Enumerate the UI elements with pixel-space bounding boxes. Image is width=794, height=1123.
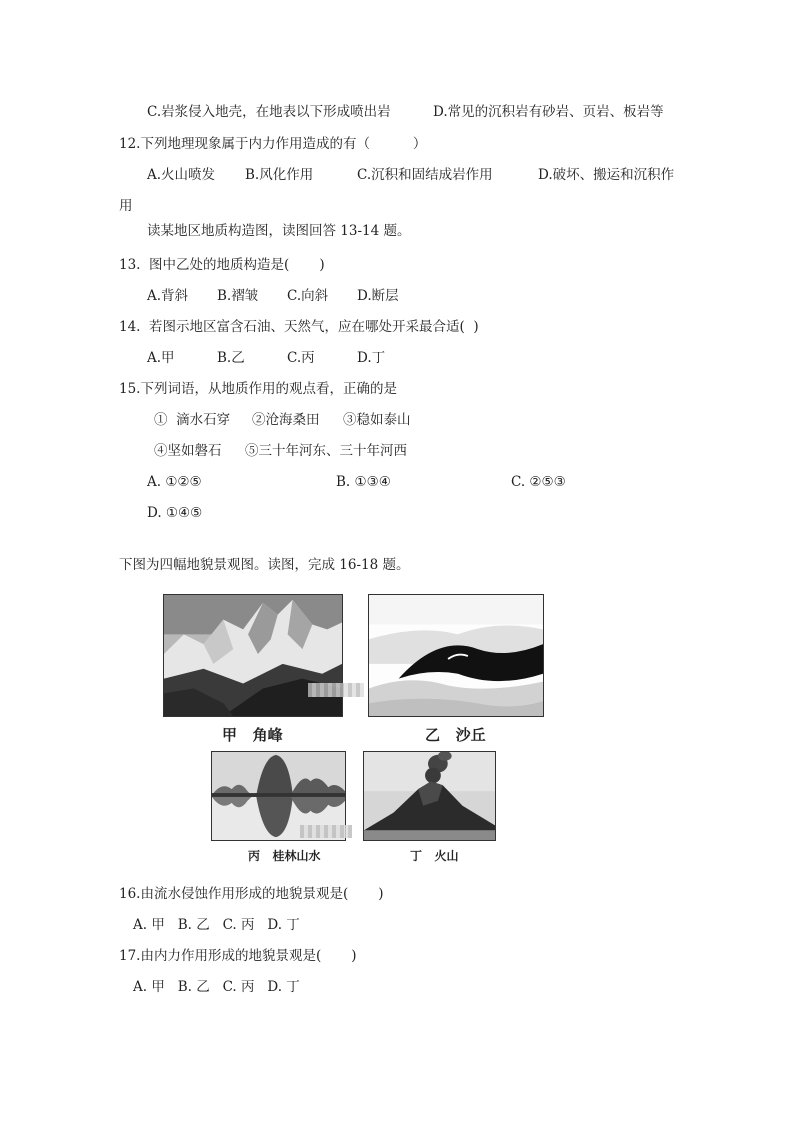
q14-option-d: D.丁 [357, 350, 386, 366]
q12-option-c: C.沉积和固结成岩作用 [357, 167, 493, 183]
q14-option-c: C.丙 [287, 350, 315, 366]
q16-options: A. 甲 B. 乙 C. 丙 D. 丁 [133, 917, 300, 933]
q15-option-b: B. ①③④ [336, 474, 391, 490]
q12-option-d: D.破坏、搬运和沉积作 [538, 167, 675, 183]
q15-option-c: C. ②⑤③ [511, 474, 566, 490]
q14-stem: 14. 若图示地区富含石油、天然气，应在哪处开采最合适( ) [119, 319, 479, 335]
q11-option-c: C.岩浆侵入地壳，在地表以下形成喷出岩 [147, 104, 391, 120]
q17-options: A. 甲 B. 乙 C. 丙 D. 丁 [133, 979, 300, 995]
caption-yi: 乙 沙丘 [425, 726, 486, 744]
q15-stem: 15.下列词语，从地质作用的观点看，正确的是 [119, 381, 397, 397]
caption-ding: 丁 火山 [410, 849, 459, 863]
q13-option-a: A.背斜 [147, 288, 189, 304]
watermark-blur-2 [300, 825, 352, 838]
q12-option-a: A.火山喷发 [147, 167, 216, 183]
caption-jia: 甲 角峰 [222, 726, 283, 744]
q12-stem: 12.下列地理现象属于内力作用造成的有（ ） [119, 136, 427, 152]
intro-13-14: 读某地区地质构造图，读图回答 13-14 题。 [147, 223, 411, 239]
q14-option-a: A.甲 [147, 350, 175, 366]
q15-item-2: ②沧海桑田 [252, 412, 320, 428]
intro-16-18: 下图为四幅地貌景观图。读图，完成 16-18 题。 [119, 557, 410, 573]
watermark-blur [308, 683, 364, 697]
q11-option-d: D.常见的沉积岩有砂岩、页岩、板岩等 [433, 104, 664, 120]
q15-item-4: ④坚如磐石 [154, 443, 222, 459]
horn-peak-photo [163, 594, 343, 717]
q13-option-c: C.向斜 [287, 288, 329, 304]
q12-option-d-continued: 用 [119, 198, 133, 214]
q15-item-1: ① 滴水石穿 [154, 412, 231, 428]
q13-option-d: D.断层 [357, 288, 399, 304]
sand-dune-photo [368, 594, 544, 717]
q15-option-a: A. ①②⑤ [147, 474, 202, 490]
q12-option-b: B.风化作用 [245, 167, 314, 183]
q15-option-d: D. ①④⑤ [147, 505, 203, 521]
q17-stem: 17.由内力作用形成的地貌景观是( ) [119, 948, 357, 964]
q13-option-b: B.褶皱 [217, 288, 259, 304]
q15-item-5: ⑤三十年河东、三十年河西 [245, 443, 407, 459]
q14-option-b: B.乙 [217, 350, 245, 366]
volcano-photo [363, 751, 496, 841]
q16-stem: 16.由流水侵蚀作用形成的地貌景观是( ) [119, 886, 384, 902]
q13-stem: 13. 图中乙处的地质构造是( ) [119, 257, 325, 273]
q15-item-3: ③稳如泰山 [343, 412, 411, 428]
caption-bing: 丙 桂林山水 [248, 849, 321, 863]
